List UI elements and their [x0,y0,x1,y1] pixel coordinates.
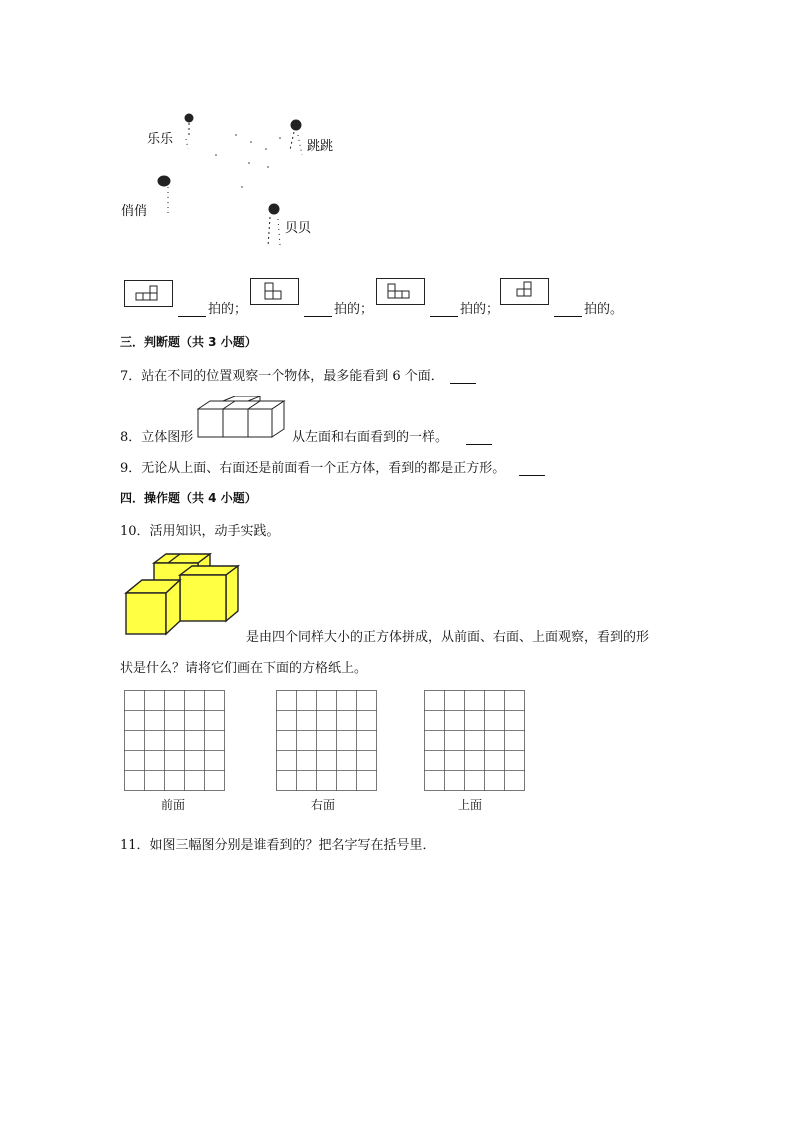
suffix-1: 拍的； [208,302,248,317]
question-7-blank[interactable] [450,371,476,384]
question-10-title: 10．活用知识，动手实践。 [120,524,280,539]
child-figure-lele [185,114,193,149]
caption-top: 上面 [458,798,483,812]
grid-paper-top[interactable] [424,690,526,792]
answer-blank-4[interactable] [554,304,582,317]
question-9-text: 9．无论从上面、右面还是前面看一个正方体，看到的都是正方形。 [120,461,506,476]
child-figure-tiaotiao [290,120,302,155]
question-7-text: 7．站在不同的位置观察一个物体，最多能看到 6 个面． [120,369,444,384]
grid-paper-front[interactable] [124,690,226,792]
question-8-blank[interactable] [466,432,492,445]
question-8 [292,426,494,445]
question-10-desc-1: 是由四个同样大小的正方体拼成，从前面、右面、上面观察，看到的形 [246,630,650,645]
section-4-title: 四．操作题（共 4 小题） [120,491,257,505]
suffix-3: 拍的； [460,302,500,317]
question-8-figure [197,396,292,438]
yellow-cubes-figure [122,553,244,637]
suffix-4: 拍的。 [584,302,624,317]
grid-right[interactable] [276,690,378,792]
caption-right: 右面 [311,798,336,812]
view-diagram-4 [500,278,550,306]
question-8-text: 从左面和右面看到的一样。 [292,430,449,445]
name-qiaoqiao: 俏俏 [121,204,148,219]
view-diagram-1 [124,280,174,308]
view-option-4 [500,278,550,306]
name-beibei: 贝贝 [285,221,312,236]
view-diagram-3 [376,278,426,306]
question-10-figure [122,553,244,637]
scene-dots [215,134,281,188]
answer-line-4[interactable] [552,298,623,317]
caption-front: 前面 [161,798,186,812]
question-7 [120,365,478,384]
grid-paper-right[interactable] [276,690,378,792]
question-8-prefix: 8．立体图形 [120,430,194,445]
answer-line-1[interactable] [176,298,247,317]
section-3-title: 三．判断题（共 3 小题） [120,335,257,349]
question-10-desc-2: 状是什么？请将它们画在下面的方格纸上。 [120,661,368,676]
answer-blank-2[interactable] [304,304,332,317]
view-option-2 [250,278,300,306]
view-diagram-2 [250,278,300,306]
question-9-blank[interactable] [519,463,545,476]
view-option-1 [124,280,174,308]
name-tiaotiao: 跳跳 [307,139,334,154]
three-cube-figure [197,396,292,438]
answer-line-3[interactable] [428,298,499,317]
answer-line-2[interactable] [302,298,373,317]
child-figure-beibei [268,204,280,247]
grid-top[interactable] [424,690,526,792]
name-lele: 乐乐 [147,132,174,147]
question-11-text: 11．如图三幅图分别是谁看到的？把名字写在括号里． [120,838,436,853]
suffix-2: 拍的； [334,302,374,317]
question-9 [120,457,547,476]
grid-front[interactable] [124,690,226,792]
view-option-3 [376,278,426,306]
answer-blank-1[interactable] [178,304,206,317]
child-figure-qiaoqiao [158,176,170,213]
answer-blank-3[interactable] [430,304,458,317]
